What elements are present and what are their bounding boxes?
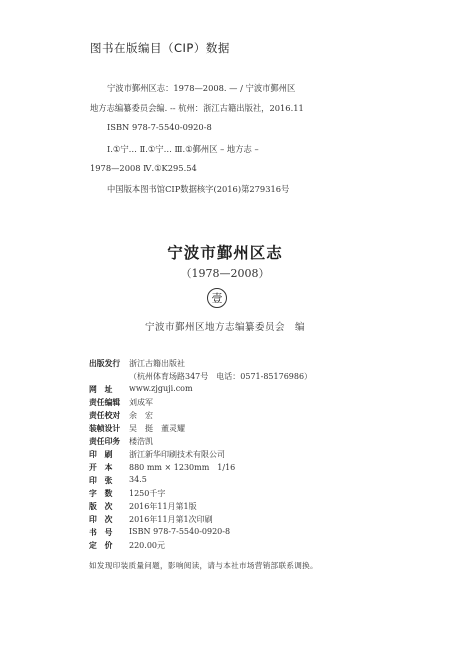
pub-label: 定 价 xyxy=(89,541,113,550)
book-compiler: 宁波市鄞州区地方志编纂委员会 编 xyxy=(144,322,305,333)
cip-line: 中国版本图书馆CIP数据核字(2016)第279316号 xyxy=(107,184,290,194)
cip-heading: 图书在版编目（CIP）数据 xyxy=(90,41,230,55)
pub-value: 2016年11月第1版 xyxy=(129,502,197,511)
pub-value: 880 mm × 1230mm 1/16 xyxy=(129,463,236,472)
pub-label: 版 次 xyxy=(89,502,113,511)
pub-value: 1250千字 xyxy=(129,489,166,498)
pub-value: 34.5 xyxy=(129,475,147,484)
pub-value: （杭州体育场路347号 电话：0571-85176986） xyxy=(129,372,313,381)
cip-line: 1978—2008 Ⅳ.①K295.54 xyxy=(90,163,197,173)
pub-label: 责任印务 xyxy=(89,437,121,446)
pub-label: 开 本 xyxy=(89,463,113,472)
book-subtitle: （1978—2008） xyxy=(180,267,270,280)
pub-value: www.zjguji.com xyxy=(129,384,193,393)
pub-label: 字 数 xyxy=(89,489,113,498)
volume-seal xyxy=(207,288,227,308)
cip-line: 地方志编纂委员会编. -- 杭州：浙江古籍出版社，2016.11 xyxy=(90,103,304,113)
pub-value: 楼浩凯 xyxy=(129,437,153,446)
pub-value: 220.00元 xyxy=(129,541,165,550)
pub-label: 装帧设计 xyxy=(89,424,121,433)
pub-label: 网 址 xyxy=(89,385,113,394)
pub-value: 浙江新华印刷技术有限公司 xyxy=(129,450,225,459)
pub-value: 吴 挺 董灵耀 xyxy=(129,424,185,433)
book-title: 宁波市鄞州区志 xyxy=(167,243,283,262)
quality-notice: 如发现印装质量问题，影响阅读，请与本社市场营销部联系调换。 xyxy=(89,561,318,570)
pub-label: 印 次 xyxy=(89,515,113,524)
cip-line: ISBN 978-7-5540-0920-8 xyxy=(107,122,212,132)
pub-label: 印 张 xyxy=(89,476,113,485)
pub-value: 余 宏 xyxy=(129,411,153,420)
pub-label: 印 刷 xyxy=(89,450,113,459)
cip-line: Ⅰ.①宁… Ⅱ.①宁… Ⅲ.①鄞州区 – 地方志 – xyxy=(107,144,259,154)
volume-mark: 壹 xyxy=(211,291,223,305)
pub-value: 2016年11月第1次印刷 xyxy=(129,515,213,524)
pub-value: ISBN 978-7-5540-0920-8 xyxy=(129,527,231,536)
cip-line: 宁波市鄞州区志：1978—2008. — / 宁波市鄞州区 xyxy=(107,83,296,93)
pub-label: 责任校对 xyxy=(89,411,121,420)
pub-label: 出版发行 xyxy=(89,359,121,368)
pub-value: 刘成军 xyxy=(129,398,153,407)
pub-label: 书 号 xyxy=(89,528,113,537)
pub-value: 浙江古籍出版社 xyxy=(129,359,185,368)
pub-label: 责任编辑 xyxy=(89,398,121,407)
